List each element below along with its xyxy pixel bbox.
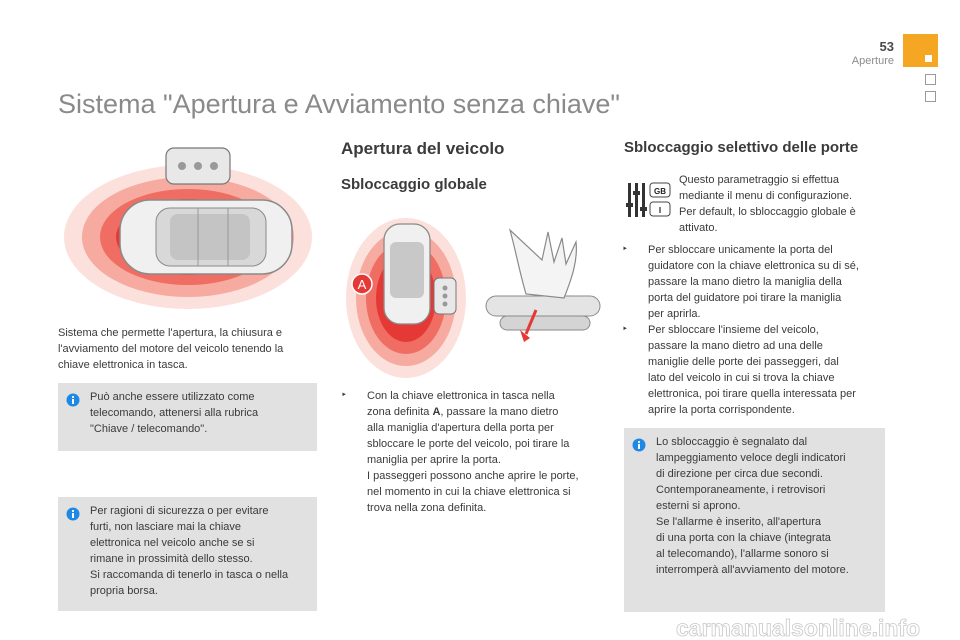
bullet-text: Per sbloccare unicamente la porta del guidatore con la chiave elettronica su di sé, passare la mano dietro la maniglia della porta del guidatore poi tirare la maniglia per aprirla. xyxy=(648,244,859,320)
note-box-remote xyxy=(58,383,317,451)
info-icon xyxy=(66,507,80,521)
subheading-global-unlock: Sbloccaggio globale xyxy=(341,176,487,193)
keyless-zone-illustration xyxy=(58,142,318,312)
bullet-driver-unlock xyxy=(622,242,887,324)
section-heading-opening: Apertura del veicolo xyxy=(341,139,505,158)
note-text: Lo sbloccaggio è segnalato dal lampeggiamento veloce degli indicatori di direzione per circa due secondi. Contemporaneamente, i retrovisori esterni si aprono. Se l'allarme è inserito, all'apertura di una porta con la chiave (integrata al telecomando), l'allarme sonoro si interromperà all'avviamento del motore. xyxy=(656,436,849,576)
language-i-label: I xyxy=(658,206,662,215)
system-description: Sistema che permette l'apertura, la chiusura e l'avviamento del motore del veicolo tenendo la chiave elettronica in tasca. xyxy=(58,327,284,371)
bullet-text: Con la chiave elettronica in tasca nella zona definita A, passare la mano dietro alla maniglia d'apertura della porta per sbloccare le porte del veicolo, poi tirare la maniglia per aprire la porta. I passeggeri possono anche aprire le porte, nel momento in cui la chiave elettronica si trova nella zona definita. xyxy=(367,390,579,514)
note-box-security xyxy=(58,497,317,611)
watermark-text: carmanualsonline.info xyxy=(676,615,921,640)
configuration-menu-icon xyxy=(626,181,672,221)
bullet-text: Per sbloccare l'insieme del veicolo, passare la mano dietro ad una delle maniglie delle porte dei passeggeri, dal lato del veicolo in cui si trova la chiave elettronica, poi tirare quella interessata per aprire la porta corrispondente. xyxy=(648,324,856,416)
chapter-tab[interactable] xyxy=(925,74,936,85)
language-gb-label: GB xyxy=(654,187,666,196)
watermark xyxy=(676,614,958,640)
info-icon xyxy=(632,438,646,452)
bullet-marker-icon: ‣ xyxy=(341,390,347,401)
note-text: Per ragioni di sicurezza o per evitare furti, non lasciare mai la chiave elettronica nel veicolo anche se si rimane in prossimità dello stesso. Si raccomanda di tenerlo in tasca o nella propria borsa. xyxy=(90,505,289,597)
zone-label-a: A xyxy=(357,277,367,292)
bullet-global-unlock xyxy=(341,388,606,518)
note-box-signal xyxy=(624,428,885,612)
config-text: Questo parametraggio si effettua mediante il menu di configurazione. Per default, lo sbloccaggio globale è attivato. xyxy=(679,174,856,234)
page-number: 53 xyxy=(879,39,894,54)
section-name: Aperture xyxy=(851,55,894,67)
chapter-tab[interactable] xyxy=(925,91,936,102)
bullet-marker-icon: ‣ xyxy=(622,324,628,335)
tab-marker-icon xyxy=(925,55,932,62)
bullet-full-unlock xyxy=(622,322,887,420)
note-text: Può anche essere utilizzato come telecomando, attenersi alla rubrica "Chiave / telecomando". xyxy=(90,391,259,435)
bullet-marker-icon: ‣ xyxy=(622,244,628,255)
section-heading-selective: Sbloccaggio selettivo delle porte xyxy=(624,139,859,156)
info-icon xyxy=(66,393,80,407)
global-unlock-illustration xyxy=(340,212,605,382)
page-title: Sistema "Apertura e Avviamento senza chiave" xyxy=(58,89,620,119)
chapter-tab-active[interactable] xyxy=(903,34,938,67)
